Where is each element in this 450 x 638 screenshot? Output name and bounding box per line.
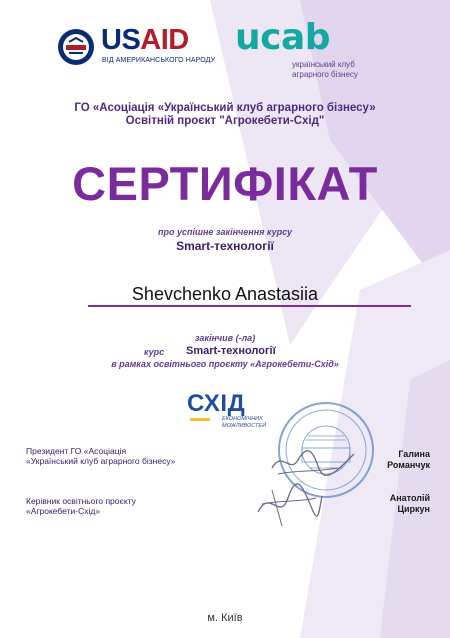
name-underline xyxy=(88,305,411,307)
ucab-subtitle: український клуб аграрного бізнесу xyxy=(292,60,358,79)
skhid-subtitle: ЕКОНОМІЧНИХ МОЖЛИВОСТЕЙ xyxy=(222,416,267,429)
ucab-logo-text: ucab xyxy=(235,17,331,58)
project-caption: в рамках освітнього проєкту «Агрокебети-Схід» xyxy=(111,359,339,369)
course-name: Smart-технології xyxy=(176,239,274,253)
signature-project-lead-icon xyxy=(252,478,324,530)
president-title: Президент ГО «Асоціація «Український клуб аграрного бізнесу» xyxy=(26,446,176,466)
organization-name: ГО «Асоціація «Український клуб аграрного бізнесу» Освітній проєкт "Агрокебети-Схід" xyxy=(74,102,376,127)
signature-president-icon xyxy=(268,444,358,480)
course-label: курс xyxy=(144,347,165,357)
city-label: м. Київ xyxy=(207,612,243,624)
skhid-logo-text: СХІД xyxy=(187,390,246,417)
president-name: Галина Романчук xyxy=(387,449,430,470)
course-name-repeat: Smart-технології xyxy=(186,345,276,357)
usaid-logo-text: USAID xyxy=(101,24,189,56)
completion-caption: про успішне закінчення курсу xyxy=(157,227,293,237)
recipient-name: Shevchenko Anastasiia xyxy=(131,284,319,304)
project-lead-title: Керівник освітнього проєкту «Агрокебети-Схід» xyxy=(26,496,136,516)
certificate-title: СЕРТИФІКАТ xyxy=(72,157,378,210)
usaid-subtitle: ВІД АМЕРИКАНСЬКОГО НАРОДУ xyxy=(102,57,216,64)
finished-caption: закінчив (-ла) xyxy=(194,333,256,343)
skhid-logo-bar xyxy=(190,418,210,421)
usaid-seal-icon xyxy=(57,28,95,66)
project-lead-name: Анатолій Циркун xyxy=(389,493,430,514)
